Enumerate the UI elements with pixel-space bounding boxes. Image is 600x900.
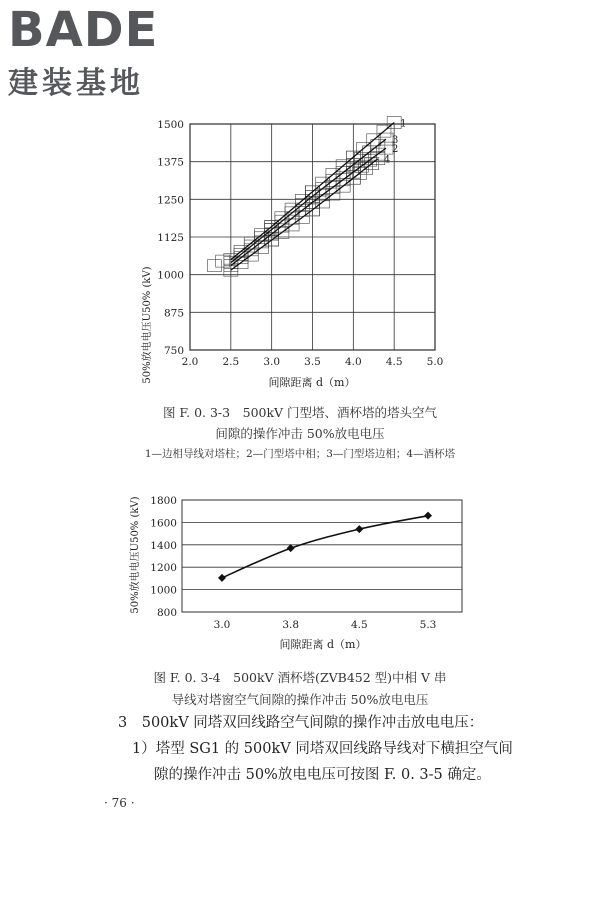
chart1-x-tick-label: 5.0 xyxy=(426,356,444,368)
chart2-x-tick-label: 3.8 xyxy=(282,619,300,631)
chart1-x-axis-label: 间隙距离 d（m） xyxy=(268,376,356,389)
chart2-y-axis-label: 50%放电电压U50% (kV) xyxy=(130,496,141,614)
section-heading: 3 500kV 同塔双回线路空气间隙的操作冲击放电电压： xyxy=(118,715,484,731)
chart1-y-tick-label: 1250 xyxy=(157,194,184,207)
chart1-y-tick-label: 1000 xyxy=(157,269,184,282)
chart1-y-axis-label: 50%放电电压U50% (kV) xyxy=(142,266,153,384)
figure1-caption-line2: 间隙的操作冲击 50%放电电压 xyxy=(215,426,385,441)
chart2-data-point xyxy=(218,574,226,582)
chart1-y-tick-label: 875 xyxy=(163,307,184,320)
chart-gap-voltage-2 xyxy=(0,490,600,660)
chart1-y-tick-label: 1500 xyxy=(157,119,184,131)
chart1-y-tick-label: 750 xyxy=(163,345,184,357)
chart2-y-tick-label: 1000 xyxy=(150,584,177,597)
chart2-x-axis-label: 间隙距离 d（m） xyxy=(279,638,367,651)
chart1-y-tick-label: 1125 xyxy=(157,232,184,244)
figure1-caption-line1: 图 F. 0. 3-3 500kV 门型塔、酒杯塔的塔头空气 xyxy=(162,405,438,420)
logo-subtitle: 建装基地 xyxy=(8,66,144,101)
chart1-series-label-4: 4 xyxy=(383,154,391,166)
figure2-caption-line2: 导线对塔窗空气间隙的操作冲击 50%放电电压 xyxy=(171,692,429,707)
chart1-y-tick-label: 1375 xyxy=(157,156,184,169)
item1-line2: 隙的操作冲击 50%放电电压可按图 F. 0. 3-5 确定。 xyxy=(154,767,491,783)
chart2-y-tick-label: 1400 xyxy=(150,539,177,552)
chart2-y-tick-label: 1200 xyxy=(150,562,177,575)
chart1-x-tick-label: 2.5 xyxy=(222,356,240,368)
chart2-x-tick-label: 5.3 xyxy=(419,619,437,631)
item1-line1: 1）塔型 SG1 的 500kV 同塔双回线路导线对下横担空气间 xyxy=(132,741,513,757)
chart1-series-label-2: 2 xyxy=(392,144,399,156)
page-number: · 76 · xyxy=(104,796,135,810)
chart2-data-point xyxy=(355,525,363,533)
figure1-legend: 1—边相导线对塔柱；2—门型塔中相；3—门型塔边相；4—酒杯塔 xyxy=(144,448,456,460)
chart1-series-label-3: 3 xyxy=(392,135,399,147)
chart2-data-point xyxy=(287,544,295,552)
chart1-series-line-4 xyxy=(231,159,378,270)
chart2-x-tick-label: 3.0 xyxy=(213,619,231,631)
logo-brand: BADE xyxy=(8,2,159,58)
chart1-band-cell xyxy=(208,260,222,272)
chart1-series-label-1: 1 xyxy=(400,118,407,130)
figure2-caption-line1: 图 F. 0. 3-4 500kV 酒杯塔(ZVB452 型)中相 V 串 xyxy=(153,670,447,685)
chart2-y-tick-label: 1600 xyxy=(150,517,177,530)
chart1-series-line-3 xyxy=(231,139,386,263)
chart2-y-tick-label: 1800 xyxy=(150,495,177,507)
chart2-series-line xyxy=(222,516,428,578)
chart1-x-tick-label: 3.0 xyxy=(263,356,281,368)
chart1-x-tick-label: 3.5 xyxy=(304,356,321,368)
chart2-x-tick-label: 4.5 xyxy=(350,619,368,631)
chart1-x-tick-label: 2.0 xyxy=(181,356,199,368)
chart1-x-tick-label: 4.5 xyxy=(385,356,403,368)
chart2-y-tick-label: 800 xyxy=(156,607,177,619)
chart2-data-point xyxy=(424,512,432,520)
chart1-x-tick-label: 4.0 xyxy=(344,356,362,368)
bade-logo xyxy=(8,2,188,101)
chart1-series-line-2 xyxy=(231,148,386,266)
